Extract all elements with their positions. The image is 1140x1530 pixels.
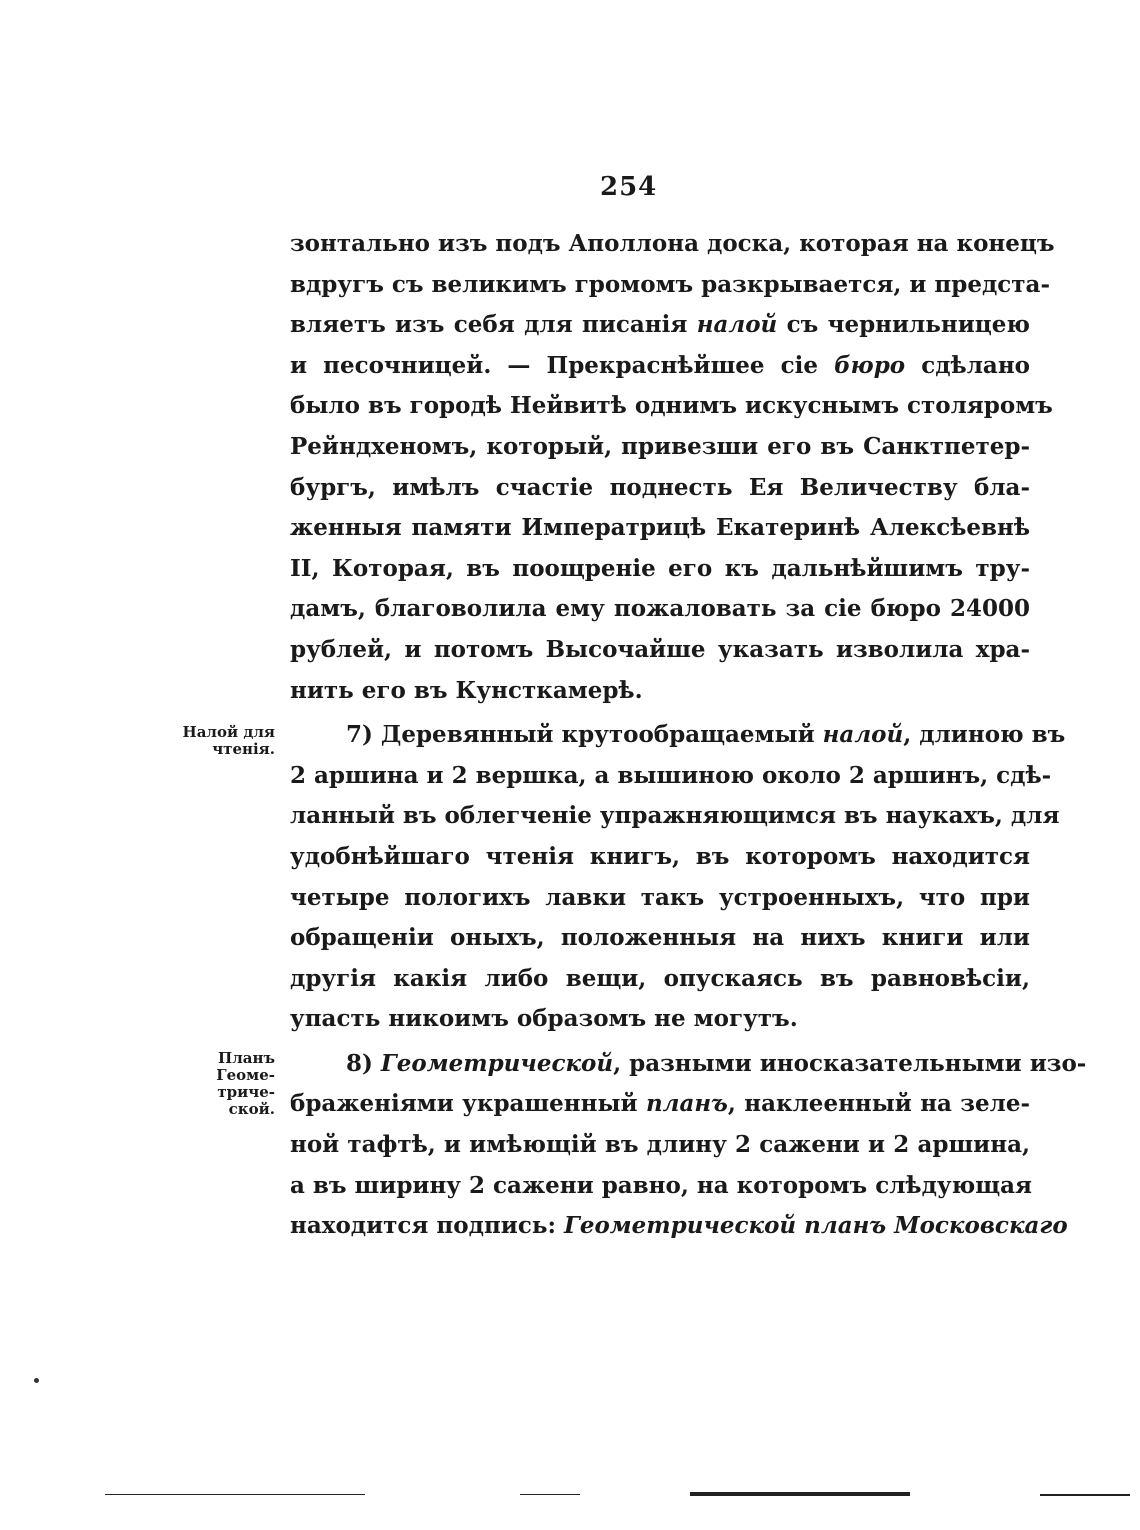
bottom-rule-thick bbox=[690, 1492, 910, 1496]
text-line: нить его въ Кунсткамерѣ. bbox=[290, 676, 643, 704]
text-line: вляетъ изъ себя для писанія налой съ чернильницею bbox=[290, 311, 1030, 339]
text-line: было въ городѣ Нейвитѣ однимъ искуснымъ столяромъ bbox=[290, 392, 1053, 420]
text-line: упасть никоимъ образомъ не могутъ. bbox=[290, 1005, 798, 1033]
text-line: рублей, и потомъ Высочайше указать изволила хра- bbox=[290, 635, 1030, 663]
italic-term: Геометрической bbox=[380, 1049, 614, 1077]
bottom-rule-left bbox=[105, 1494, 365, 1495]
bottom-rule-mid bbox=[520, 1494, 580, 1495]
text-line: 7) Деревянный крутообращаемый налой, длиною въ bbox=[346, 721, 1066, 749]
italic-term: Геометрической планъ Московскаго bbox=[563, 1212, 1068, 1240]
margin-note-line: триче- bbox=[217, 1083, 275, 1101]
text-line: зонтально изъ подъ Аполлона доска, которая на конецъ bbox=[290, 230, 1055, 257]
text-line: находится подпись: Геометрической планъ Московскаго bbox=[290, 1212, 1068, 1240]
italic-term: бюро bbox=[834, 351, 906, 379]
margin-note-line: чтенія. bbox=[212, 740, 275, 758]
text-line: 8) Геометрической, разными иносказательными изо- bbox=[346, 1049, 1087, 1077]
text-line: обращеніи оныхъ, положенныя на нихъ книги или bbox=[290, 924, 1030, 952]
text-line: ланный въ облегченіе упражняющимся въ наукахъ, для bbox=[290, 802, 1060, 830]
text-line: женныя памяти Императрицѣ Екатеринѣ Алексѣевнѣ bbox=[290, 514, 1030, 542]
page-number: 254 bbox=[600, 172, 658, 202]
italic-term: налой bbox=[822, 721, 904, 749]
margin-note-line: ской. bbox=[228, 1100, 275, 1118]
margin-note-line: Планъ bbox=[218, 1049, 275, 1067]
text-line: II, Которая, въ поощреніе его къ дальнѣйшимъ тру- bbox=[290, 554, 1030, 582]
text-line: дамъ, благоволила ему пожаловать за сіе бюро 24000 bbox=[290, 595, 1030, 623]
text-line: 2 аршина и 2 вершка, а вышиною около 2 аршинъ, сдѣ- bbox=[290, 761, 1052, 789]
body-text bbox=[290, 224, 1087, 1247]
text-line: удобнѣйшаго чтенія книгъ, въ которомъ находится bbox=[290, 842, 1030, 870]
speck bbox=[34, 1378, 39, 1383]
bottom-rule-right bbox=[1040, 1494, 1130, 1496]
text-line: бургъ, имѣлъ счастіе поднесть Ея Величеству бла- bbox=[290, 473, 1030, 501]
text-line: браженіями украшенный планъ, наклеенный на зеле- bbox=[290, 1090, 1030, 1118]
text-line: Рейндхеномъ, который, привезши его въ Санктпетер- bbox=[290, 432, 1030, 460]
margin-note-plan bbox=[180, 1050, 275, 1118]
italic-term: планъ bbox=[645, 1090, 728, 1118]
text-line: а въ ширину 2 сажени равно, на которомъ слѣдующая bbox=[290, 1171, 1033, 1199]
italic-term: налой bbox=[696, 311, 778, 339]
text-line: ной тафтѣ, и имѣющій въ длину 2 сажени и 2 аршина, bbox=[290, 1131, 1030, 1159]
text-line: другія какія либо вещи, опускаясь въ равновѣсіи, bbox=[290, 964, 1030, 992]
margin-note-lectern bbox=[180, 724, 275, 758]
text-line: и песочницей. — Прекраснѣйшее сіе бюро сдѣлано bbox=[290, 351, 1031, 379]
margin-note-line: Налой для bbox=[182, 723, 275, 741]
text-line: четыре пологихъ лавки такъ устроенныхъ, что при bbox=[290, 883, 1030, 911]
margin-note-line: Геоме- bbox=[216, 1066, 275, 1084]
text-line: вдругъ съ великимъ громомъ разкрывается, и предста- bbox=[290, 270, 1051, 298]
